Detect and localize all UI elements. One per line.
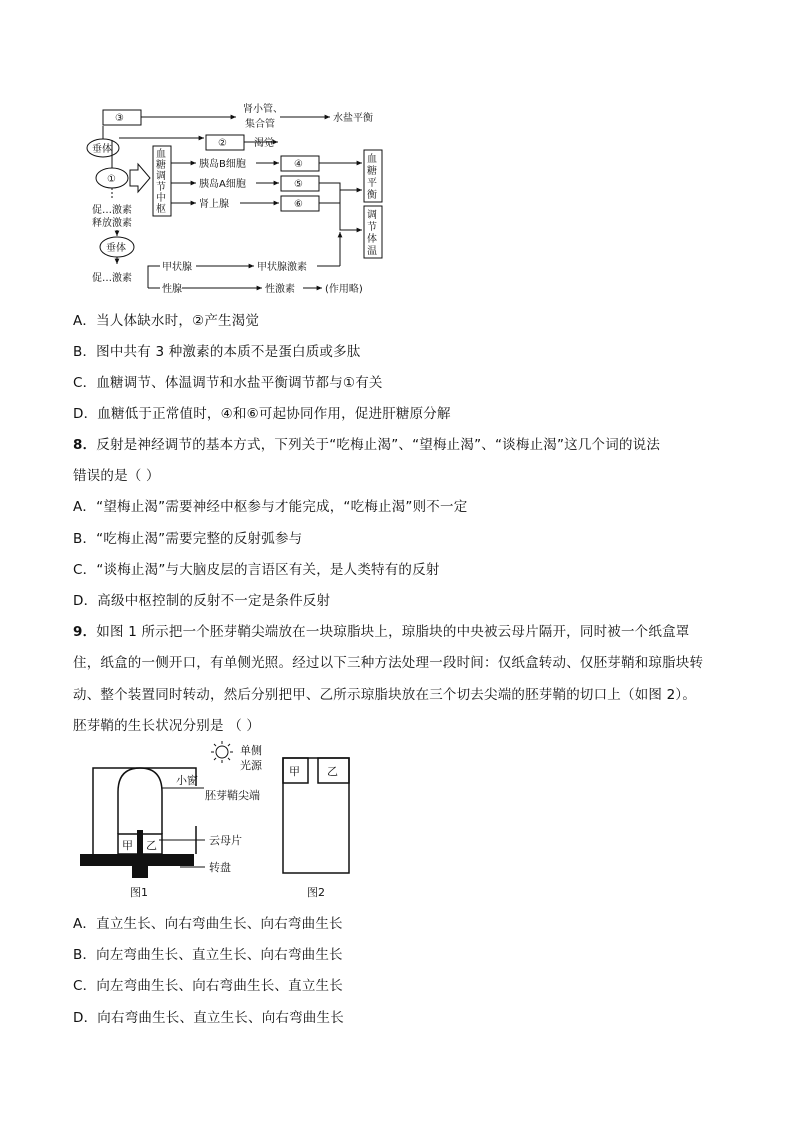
thyroid-label: 甲状腺 [162,262,192,273]
sugar-balance-char: 衡 [367,190,377,201]
mica-label: 云母片 [209,834,242,847]
q9-stem-text: 如图 1 所示把一个胚芽鞘尖端放在一块琼脂块上，琼脂块的中央被云母片隔开，同时被一个纸盒罩 [96,624,690,640]
q7-option-d: D．血糖低于正常值时，④和⑥可起协同作用，促进肝糖原分解 [73,406,451,422]
effect-omitted-label: (作用略) [325,284,363,295]
thirst-label: 渴觉 [254,138,274,149]
sugar-balance-char: 糖 [367,166,377,177]
q9-option-c: C．向左弯曲生长、向右弯曲生长、直立生长 [73,978,343,994]
center-char: 节 [156,182,166,193]
q7-option-c: C．血糖调节、体温调节和水盐平衡调节都与①有关 [73,375,383,391]
figure-2-caption: 图2 [307,886,325,899]
q9-stem-line-2: 住，纸盒的一侧开口，有单侧光照。经过以下三种方法处理一段时间：仅纸盒转动、仅胚芽鞘和琼脂块转 [73,655,704,671]
pituitary-top-label: 垂体 [92,144,112,155]
kidney-label-1: 肾小管、 [243,104,283,115]
q9-number: 9． [73,624,97,640]
hormone-regulation-diagram [0,0,794,300]
box5-label: ⑤ [294,179,303,190]
pituitary-bottom-label: 垂体 [106,243,126,254]
agar-yi-label: 乙 [146,839,157,852]
turntable [80,854,194,866]
sugar-balance-char: 血 [367,154,377,165]
q8-option-c: C．“谈梅止渴”与大脑皮层的言语区有关，是人类特有的反射 [73,562,440,578]
turntable-label: 转盘 [209,861,231,874]
sex-hormone-label: 性激素 [265,284,295,295]
center-char: 血 [156,149,166,160]
q9-stem-line-1 [73,623,689,641]
box4-label: ④ [294,159,303,170]
q9-option-b: B．向左弯曲生长、直立生长、向右弯曲生长 [73,947,343,963]
releasing-label-1: 促…激素 [92,205,132,216]
q9-option-d: D．向右弯曲生长、直立生长、向右弯曲生长 [73,1010,344,1026]
box6-label: ⑥ [294,199,303,210]
water-balance-label: 水盐平衡 [333,113,373,124]
q8-number: 8． [73,437,97,453]
temperature-char: 体 [367,234,377,245]
stimulating-label: 促…激素 [92,273,132,284]
sugar-balance-char: 平 [367,178,377,189]
q8-stem-text: 反射是神经调节的基本方式，下列关于“吃梅止渴”、“望梅止渴”、“谈梅止渴”这几个词的说法 [96,437,661,453]
q9-stem-line-3: 动、整个装置同时转动，然后分别把甲、乙所示琼脂块放在三个切去尖端的胚芽鞘的切口上（如图 2）。 [73,687,697,703]
q7-option-a: A．当人体缺水时，②产生渴觉 [73,313,260,329]
adrenal-label: 肾上腺 [199,199,229,210]
q8-option-d: D．高级中枢控制的反射不一定是条件反射 [73,593,331,609]
q8-stem-line-2: 错误的是（ ） [73,468,160,484]
circle1-label: ① [107,174,116,185]
q8-option-b: B．“吃梅止渴”需要完整的反射弧参与 [73,531,303,547]
fig2-yi-label: 乙 [327,765,338,778]
fig2-jia-label: 甲 [289,765,300,778]
box3-label: ③ [115,113,124,124]
agar-jia-label: 甲 [122,839,133,852]
q8-option-a: A．“望梅止渴”需要神经中枢参与才能完成，“吃梅止渴”则不一定 [73,499,468,515]
temperature-char: 调 [367,210,377,221]
releasing-label-2: 释放激素 [92,218,132,229]
temperature-char: 温 [367,246,377,257]
q7-option-b: B．图中共有 3 种激素的本质不是蛋白质或多肽 [73,344,361,360]
box2-label: ② [218,138,227,149]
light-source-label-2: 光源 [240,759,262,772]
window-label: 小窗 [176,774,198,787]
q9-option-a: A．直立生长、向右弯曲生长、向右弯曲生长 [73,916,343,932]
gonad-label: 性腺 [162,284,182,295]
center-char: 调 [156,171,166,182]
islet-a-label: 胰岛A细胞 [199,179,246,190]
thyroid-hormone-label: 甲状腺激素 [257,262,307,273]
light-source-label-1: 单侧 [240,744,262,757]
center-char: 枢 [156,204,166,215]
sun-icon [211,741,233,763]
kidney-label-2: 集合管 [245,119,275,130]
q8-stem-line-1 [73,436,660,454]
islet-b-label: 胰岛B细胞 [199,159,246,170]
temperature-char: 节 [367,222,377,233]
figure-1-caption: 图1 [130,886,148,899]
center-char: 糖 [156,160,166,171]
coleoptile-figure [0,740,794,905]
turntable-shaft [132,866,148,878]
q9-stem-line-4: 胚芽鞘的生长状况分别是 （ ） [73,718,261,734]
tip-label: 胚芽鞘尖端 [205,789,260,802]
center-char: 中 [156,193,166,204]
